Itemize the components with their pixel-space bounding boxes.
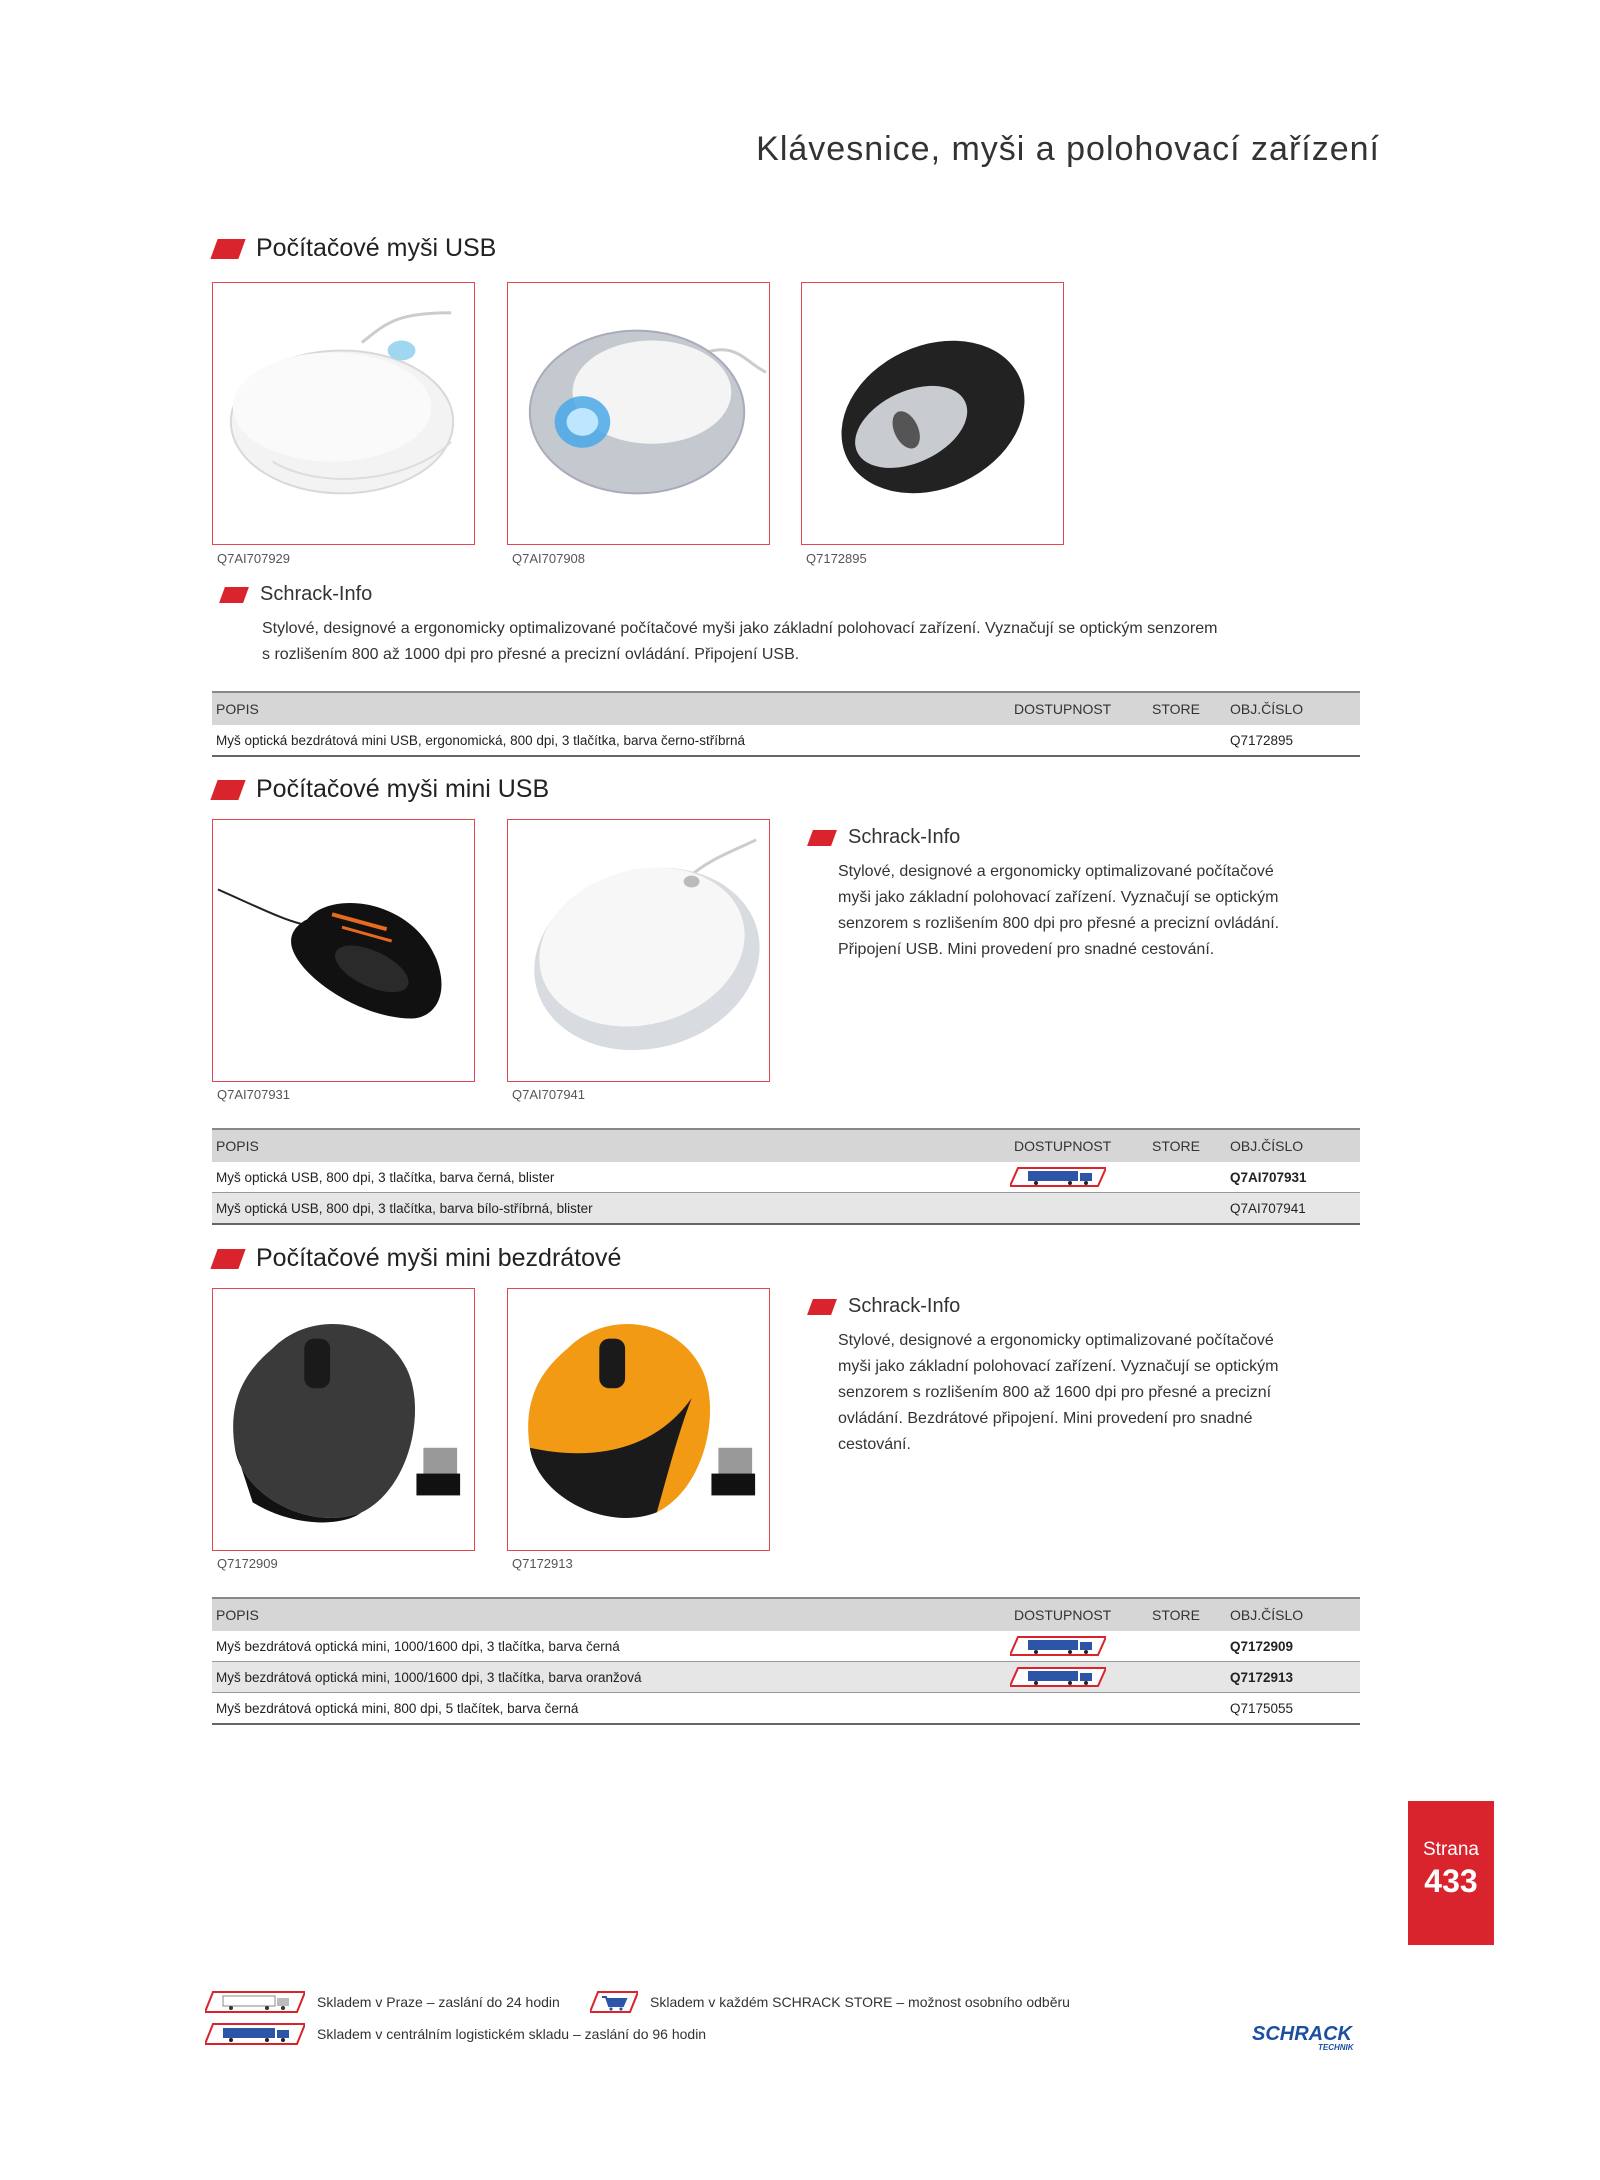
product-photo-white-mouse: [212, 282, 475, 545]
availability-cell: [1010, 1631, 1226, 1662]
table-row: [212, 1193, 1360, 1225]
table-row: [212, 1631, 1360, 1662]
product-code: Q7AI707908: [512, 551, 586, 566]
black-silver-mouse-icon: [802, 283, 1063, 544]
row-order-number: Q7172895: [1226, 725, 1360, 756]
product-photo-black-gaming-mouse: [212, 819, 475, 1082]
legend-central: Skladem v centrálním logistickém skladu – zaslání do 96 hodin: [205, 2022, 706, 2046]
product-code: Q7172913: [512, 1556, 573, 1571]
header-obj: OBJ.ČÍSLO: [1226, 1598, 1360, 1631]
row-description: Myš optická USB, 800 dpi, 3 tlačítka, barva bílo-stříbrná, blister: [212, 1193, 1010, 1225]
header-dostupnost: DOSTUPNOST: [1010, 1598, 1148, 1631]
schrack-info-text: Stylové, designové a ergonomicky optimalizované počítačové myši jako základní polohovací zařízení. Vyznačují se optickým senzorem s rozlišením 800 až 1000 dpi pro přesné a precizní ovládání. Připojení USB.: [262, 620, 1218, 663]
schrack-info-title: Schrack-Info: [804, 1295, 960, 1318]
table-row: [212, 1662, 1360, 1693]
orange-wireless-mouse-icon: [508, 1289, 769, 1550]
product-photo-white-mini-mouse: [507, 819, 770, 1082]
shopping-cart-icon: [590, 1990, 638, 2014]
row-order-number-link[interactable]: Q7172913: [1226, 1662, 1360, 1693]
section-marker-icon: [210, 239, 245, 259]
row-order-number-link[interactable]: Q7172909: [1226, 1631, 1360, 1662]
white-mini-mouse-icon: [508, 820, 769, 1081]
schrack-info-text: Stylové, designové a ergonomicky optimalizované počítačové myši jako základní polohovací zařízení. Vyznačují se optickým senzorem s rozlišením 800 dpi pro přesné a precizní ovládání. Připojení USB. Mini provedení pro snadné cestování.: [838, 863, 1280, 958]
page-number-badge: [1408, 1801, 1494, 1945]
svg-text:SCHRACK: SCHRACK: [1252, 2023, 1352, 2045]
page-title: Klávesnice, myši a polohovací zařízení: [756, 130, 1380, 168]
product-code: Q7172895: [806, 551, 867, 566]
truck-central-warehouse-icon: [1010, 1666, 1106, 1688]
product-code: Q7AI707941: [512, 1087, 586, 1102]
page-badge-label: Strana: [1423, 1839, 1479, 1860]
section-title-text: Počítačové myši mini bezdrátové: [256, 1244, 622, 1272]
header-popis: POPIS: [212, 1598, 1010, 1631]
product-code: Q7AI707931: [217, 1087, 291, 1102]
product-code: Q7172909: [217, 1556, 278, 1571]
table-row: [212, 725, 1360, 756]
truck-central-warehouse-icon: [1010, 1635, 1106, 1657]
schrack-info-title: Schrack-Info: [216, 583, 372, 606]
schrack-info-title: Schrack-Info: [804, 826, 960, 849]
truck-central-warehouse-icon: [1010, 1166, 1106, 1188]
header-dostupnost: DOSTUPNOST: [1010, 1129, 1148, 1162]
legend-prague: Skladem v Praze – zaslání do 24 hodin: [205, 1990, 560, 2014]
truck-prague-icon: [205, 1990, 305, 2014]
schrack-logo: [1244, 2018, 1364, 2054]
header-obj: OBJ.ČÍSLO: [1226, 1129, 1360, 1162]
white-mouse-icon: [213, 283, 474, 544]
svg-text:TECHNIK: TECHNIK: [1318, 2043, 1354, 2052]
row-order-number: Q7175055: [1226, 1693, 1360, 1725]
section-marker-icon: [210, 780, 245, 800]
product-table-mini-usb: [212, 1128, 1360, 1225]
product-photo-black-wireless-mouse: [212, 1288, 475, 1551]
header-popis: POPIS: [212, 1129, 1010, 1162]
header-popis: POPIS: [212, 692, 1010, 725]
schrack-info-text: Stylové, designové a ergonomicky optimalizované počítačové myši jako základní polohovací zařízení. Vyznačují se optickým senzorem s rozlišením 800 až 1600 dpi pro přesné a precizní ovládání. Bezdrátové připojení. Mini provedení pro snadné cestování.: [838, 1332, 1279, 1453]
row-description: Myš bezdrátová optická mini, 1000/1600 dpi, 3 tlačítka, barva oranžová: [212, 1662, 1010, 1693]
row-description: Myš optická bezdrátová mini USB, ergonomická, 800 dpi, 3 tlačítka, barva černo-stříbrná: [212, 725, 1010, 756]
header-store: STORE: [1148, 1598, 1226, 1631]
row-description: Myš bezdrátová optická mini, 800 dpi, 5 tlačítek, barva černá: [212, 1693, 1010, 1725]
section-title-usb: [208, 234, 496, 263]
silver-blue-mouse-icon: [508, 283, 769, 544]
black-gaming-mouse-icon: [213, 820, 474, 1081]
section-title-text: Počítačové myši USB: [256, 234, 497, 262]
section-title-text: Počítačové myši mini USB: [256, 775, 550, 803]
row-order-number: Q7AI707941: [1226, 1193, 1360, 1225]
row-description: Myš optická USB, 800 dpi, 3 tlačítka, barva černá, blister: [212, 1162, 1010, 1193]
section-marker-icon: [210, 1249, 245, 1269]
truck-central-icon: [205, 2022, 305, 2046]
header-store: STORE: [1148, 1129, 1226, 1162]
product-table-mini-wireless: [212, 1597, 1360, 1725]
schrack-logo-icon: [1244, 2018, 1364, 2054]
section-title-mini-usb: [208, 775, 549, 804]
product-photo-silver-mouse: [507, 282, 770, 545]
availability-cell: [1010, 1662, 1226, 1693]
product-photo-orange-wireless-mouse: [507, 1288, 770, 1551]
table-row: [212, 1162, 1360, 1193]
row-description: Myš bezdrátová optická mini, 1000/1600 dpi, 3 tlačítka, barva černá: [212, 1631, 1010, 1662]
product-code: Q7AI707929: [217, 551, 291, 566]
header-store: STORE: [1148, 692, 1226, 725]
black-wireless-mouse-icon: [213, 1289, 474, 1550]
availability-cell: [1010, 1162, 1226, 1193]
product-photo-black-mouse: [801, 282, 1064, 545]
row-order-number-link[interactable]: Q7AI707931: [1226, 1162, 1360, 1193]
info-marker-icon: [219, 587, 249, 603]
info-marker-icon: [807, 1299, 837, 1315]
legend-store: Skladem v každém SCHRACK STORE – možnost osobního odběru: [590, 1990, 1070, 2014]
page-badge-number: 433: [1424, 1863, 1478, 1899]
table-row: [212, 1693, 1360, 1725]
header-dostupnost: DOSTUPNOST: [1010, 692, 1148, 725]
info-marker-icon: [807, 830, 837, 846]
header-obj: OBJ.ČÍSLO: [1226, 692, 1360, 725]
product-table-usb: [212, 691, 1360, 757]
section-title-mini-wireless: [208, 1244, 621, 1273]
